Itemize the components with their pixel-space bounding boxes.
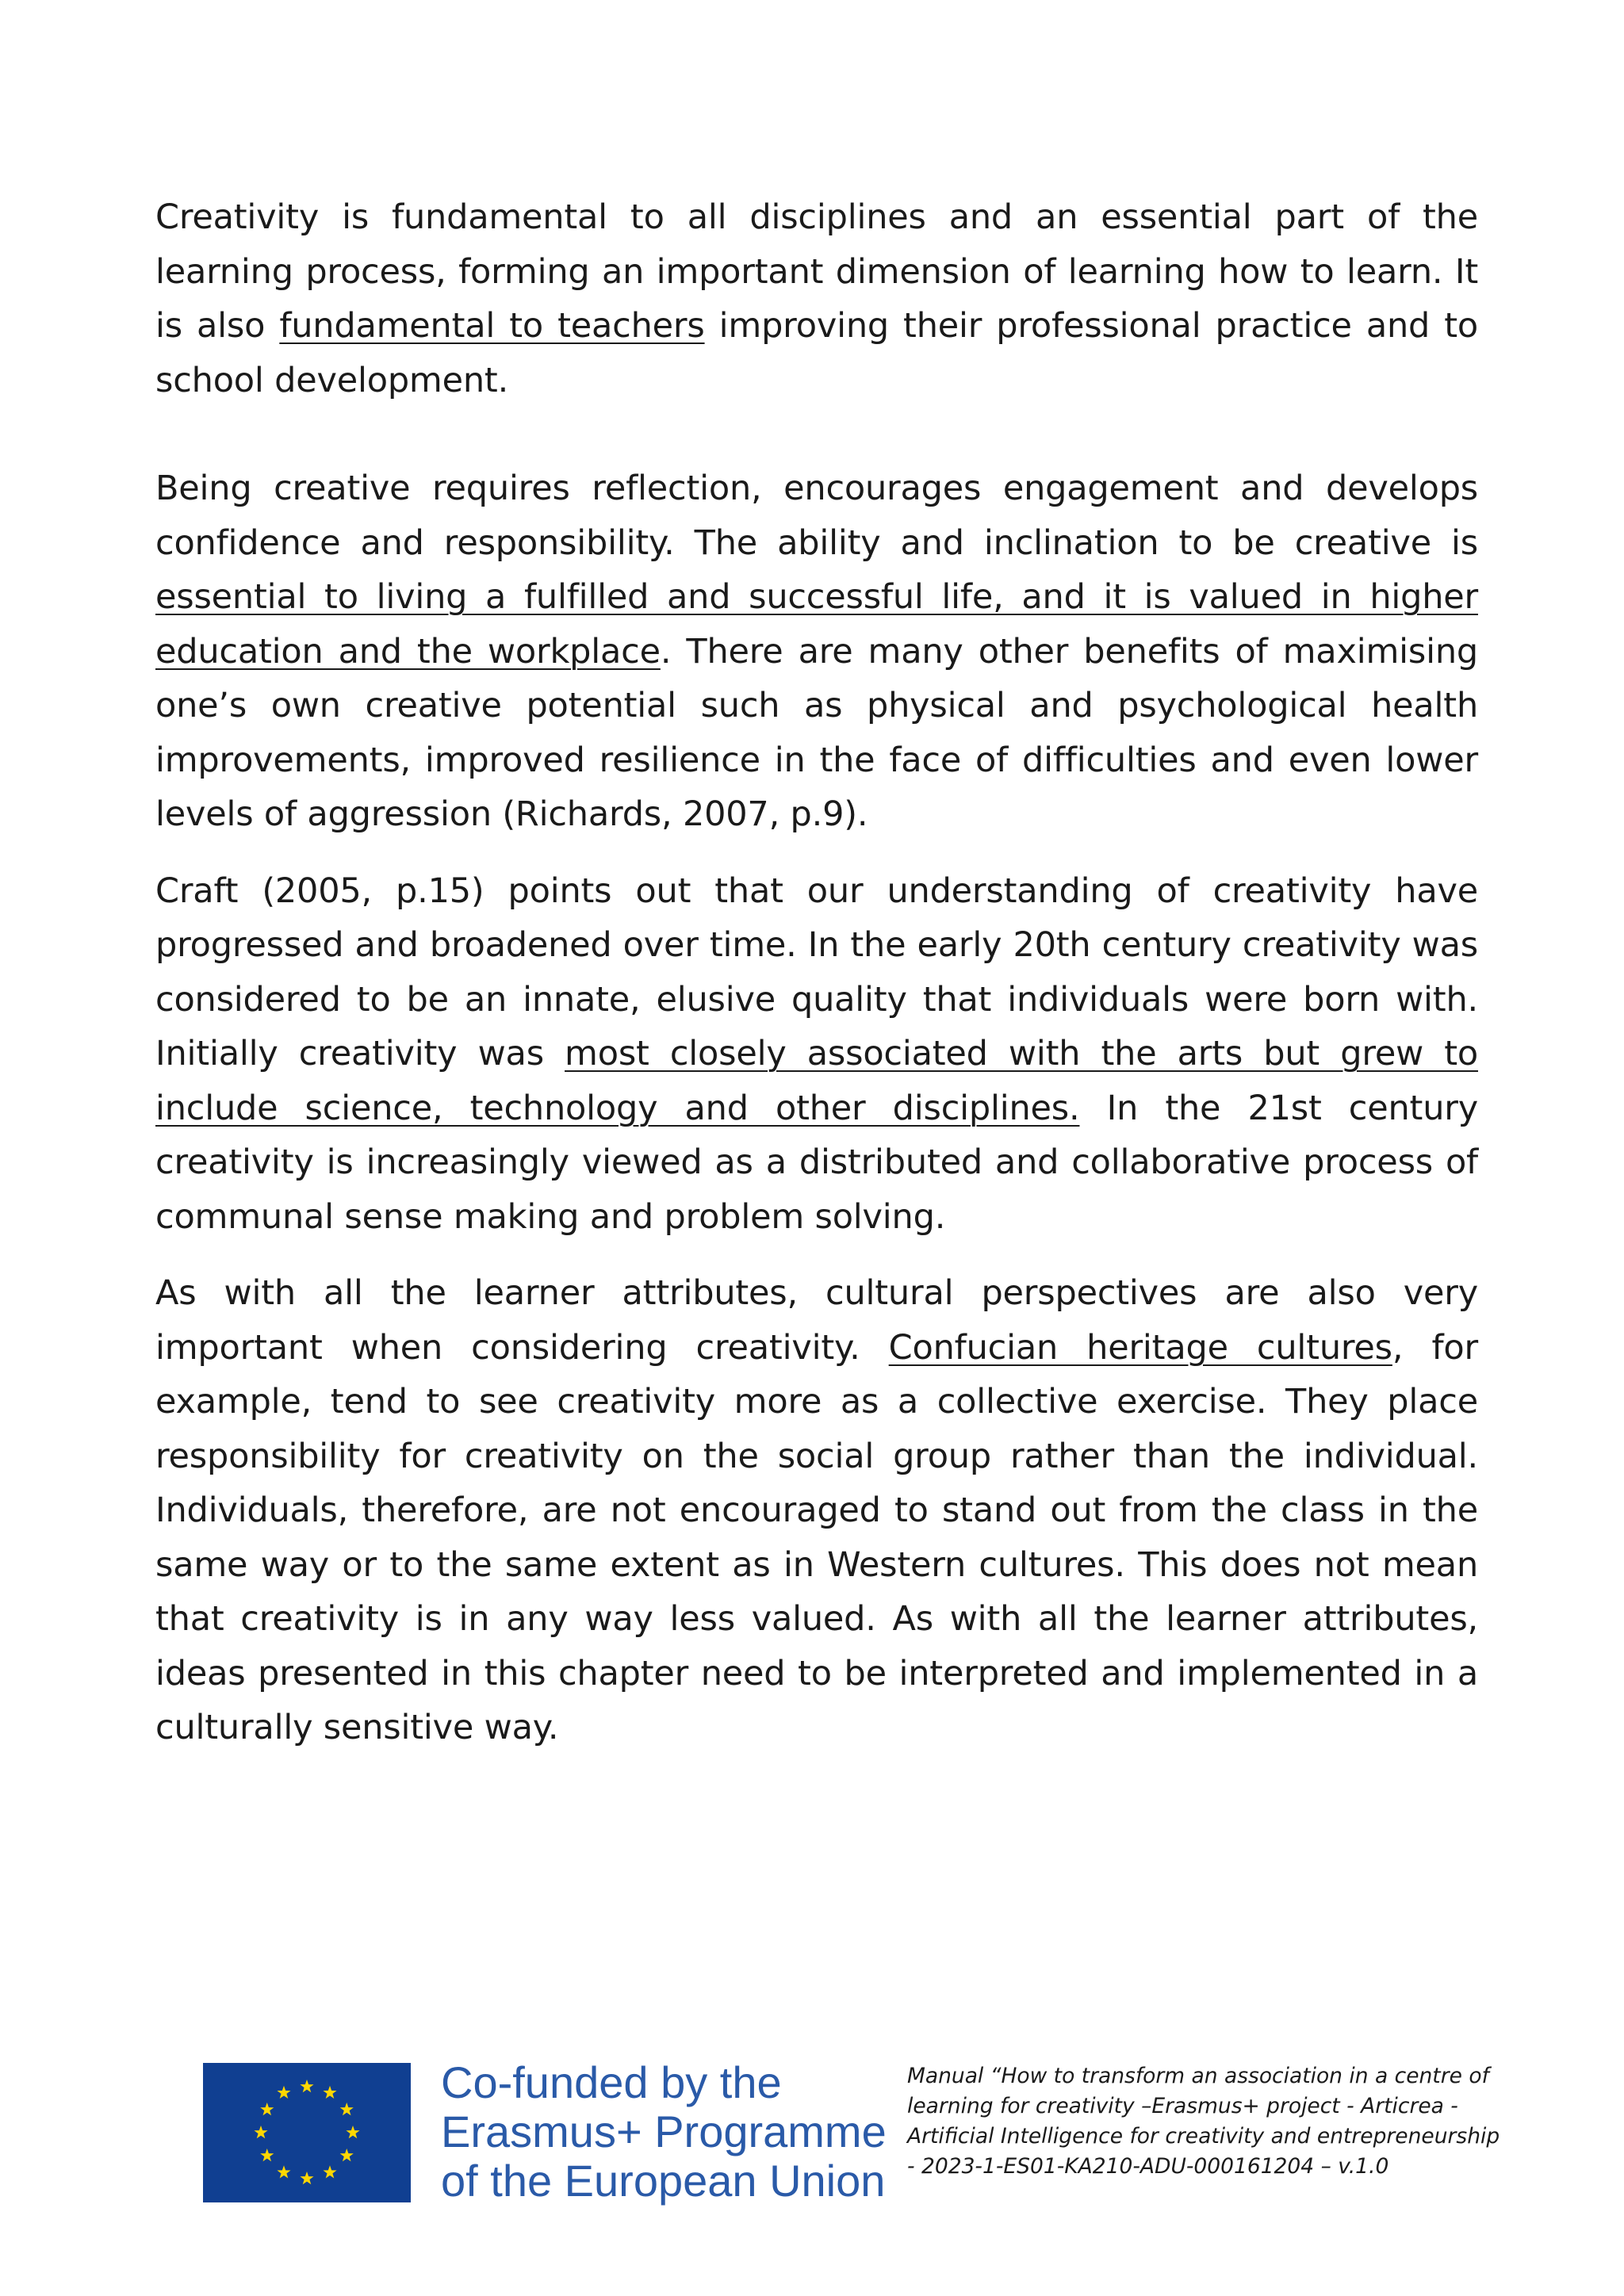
cofunded-line-1: Co-funded by the bbox=[441, 2057, 782, 2107]
paragraph-1-text-b: improving their professional practice and to school development. bbox=[155, 306, 1478, 400]
cofunded-line-2: Erasmus+ Programme bbox=[441, 2107, 887, 2156]
cofunded-logo-text bbox=[441, 2058, 887, 2206]
paragraph-2-text-b: . There are many other benefits of maximising one’s own creative potential such as physical and psychological health improvements, improved resilience in the face of difficulties and even lower levels of aggression (Richards, 2007, p.9). bbox=[155, 631, 1478, 834]
paragraph-1-text-a: Creativity is fundamental to all disciplines and an essential part of the learning process, forming an important dimension of learning how to learn. It is also bbox=[155, 197, 1478, 346]
paragraph-2-text-a: Being creative requires reflection, encourages engagement and develops confidence and responsibility. The ability and inclination to be creative is bbox=[155, 469, 1478, 563]
eu-flag-icon bbox=[203, 2063, 411, 2202]
paragraph-1 bbox=[155, 190, 1478, 408]
paragraph-3-text-b: In the 21st century creativity is increasingly viewed as a distributed and collaborative process of communal sense making and problem solving. bbox=[155, 1088, 1478, 1237]
link-associated-with-arts[interactable]: most closely associated with the arts but grew to include science, technology and other disciplines. bbox=[155, 1034, 1478, 1128]
paragraph-3-text-a: Craft (2005, p.15) points out that our understanding of creativity have progressed and broadened over time. In the early 20th century creativity was considered to be an innate, elusive quality that individuals were born with. Initially creativity was bbox=[155, 871, 1478, 1073]
paragraph-4-text-a: As with all the learner attributes, cultural perspectives are also very important when considering creativity. bbox=[155, 1273, 1478, 1368]
manual-reference: Manual “How to transform an association in a centre of learning for creativity –Erasmus+ project - Articrea - Artificial Intelligence for creativity and entrepreneurship - 2023-1-ES01-KA210-ADU-000161204 – v.1.0 bbox=[907, 2064, 1500, 2179]
paragraph-4-text-b: , for example, tend to see creativity more as a collective exercise. They place responsibility for creativity on the social group rather than the individual. Individuals, therefore, are not encouraged to stand out from the class in the same way or to the same extent as in Western cultures. This does not mean that creativity is in any way less valued. As with all the learner attributes, ideas presented in this chapter need to be interpreted and implemented in a culturally sensitive way. bbox=[155, 1327, 1478, 1747]
footer bbox=[203, 2058, 1503, 2209]
paragraph-4 bbox=[155, 1266, 1478, 1755]
document-body bbox=[155, 190, 1478, 1755]
cofunded-line-3: of the European Union bbox=[441, 2156, 886, 2206]
paragraph-3 bbox=[155, 864, 1478, 1245]
link-confucian-heritage-cultures[interactable]: Confucian heritage cultures bbox=[888, 1327, 1392, 1368]
link-essential-to-living[interactable]: essential to living a fulfilled and successful life, and it is valued in higher education and the workplace bbox=[155, 577, 1478, 672]
link-fundamental-to-teachers[interactable]: fundamental to teachers bbox=[279, 306, 705, 346]
paragraph-2 bbox=[155, 461, 1478, 842]
